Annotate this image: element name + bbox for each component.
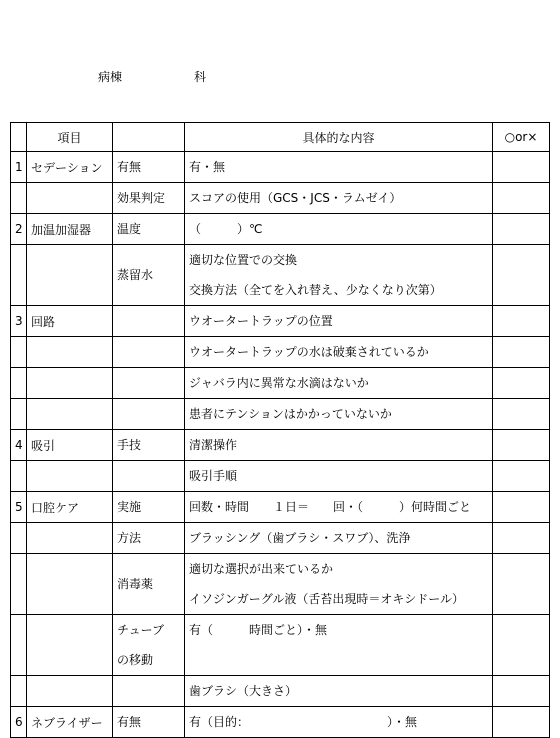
table-header-row bbox=[11, 123, 550, 152]
row-subitem bbox=[113, 430, 185, 461]
detail-line: 適切な選択が出来ているか bbox=[189, 562, 334, 576]
department-label: 科 bbox=[194, 70, 207, 84]
detail-line bbox=[189, 645, 488, 675]
row-item: ネブライザー bbox=[27, 707, 113, 738]
subitem-line bbox=[117, 399, 180, 429]
row-item bbox=[27, 368, 113, 399]
check-cell[interactable] bbox=[493, 707, 550, 738]
check-cell[interactable] bbox=[493, 615, 550, 676]
row-detail bbox=[185, 368, 493, 399]
row-subitem bbox=[113, 399, 185, 430]
header-item: 項目 bbox=[27, 123, 113, 152]
check-cell[interactable] bbox=[493, 306, 550, 337]
row-subitem bbox=[113, 306, 185, 337]
check-cell[interactable] bbox=[493, 523, 550, 554]
check-cell[interactable] bbox=[493, 676, 550, 707]
subitem-line bbox=[117, 368, 180, 398]
row-item bbox=[27, 399, 113, 430]
row-item bbox=[27, 337, 113, 368]
row-subitem bbox=[113, 554, 185, 615]
row-detail bbox=[185, 554, 493, 615]
row-detail bbox=[185, 461, 493, 492]
header-detail: 具体的な内容 bbox=[185, 123, 493, 152]
subitem-line: の移動 bbox=[117, 653, 154, 667]
row-item bbox=[27, 461, 113, 492]
ward-label: 病棟 bbox=[98, 70, 123, 84]
subitem-line bbox=[117, 461, 180, 491]
detail-line: ブラッシング（歯ブラシ・スワブ）、洗浄 bbox=[189, 531, 411, 545]
row-number: 4 bbox=[11, 430, 27, 461]
detail-line: （ ）℃ bbox=[189, 222, 263, 236]
row-item: 口腔ケア bbox=[27, 492, 113, 523]
detail-line: ジャバラ内に異常な水滴はないか bbox=[189, 376, 369, 390]
table-row bbox=[11, 615, 550, 676]
row-subitem bbox=[113, 615, 185, 676]
check-cell[interactable] bbox=[493, 337, 550, 368]
detail-line: 歯ブラシ（大きさ） bbox=[189, 684, 298, 698]
row-detail bbox=[185, 152, 493, 183]
table-row bbox=[11, 461, 550, 492]
row-item bbox=[27, 676, 113, 707]
table-body bbox=[11, 152, 550, 738]
check-cell[interactable] bbox=[493, 214, 550, 245]
subitem-line: チューブ bbox=[117, 623, 165, 637]
row-number bbox=[11, 337, 27, 368]
detail-line: 有（ 時間ごと）・無 bbox=[189, 623, 328, 637]
detail-line: 適切な位置での交換 bbox=[189, 253, 298, 267]
subitem-line: 方法 bbox=[117, 531, 142, 545]
row-item bbox=[27, 245, 113, 306]
check-cell[interactable] bbox=[493, 430, 550, 461]
row-subitem bbox=[113, 245, 185, 306]
detail-line: 吸引手順 bbox=[189, 469, 238, 483]
row-subitem bbox=[113, 707, 185, 738]
detail-line: イソジンガーグル液（舌苔出現時＝オキシドール） bbox=[189, 592, 464, 606]
subitem-line: 有無 bbox=[117, 160, 142, 174]
row-subitem bbox=[113, 152, 185, 183]
row-item: 加温加湿器 bbox=[27, 214, 113, 245]
row-subitem bbox=[113, 214, 185, 245]
table-row bbox=[11, 523, 550, 554]
check-cell[interactable] bbox=[493, 399, 550, 430]
row-detail bbox=[185, 707, 493, 738]
subitem-line: 手技 bbox=[117, 438, 142, 452]
table-row bbox=[11, 183, 550, 214]
detail-line: 清潔操作 bbox=[189, 438, 238, 452]
header-no bbox=[11, 123, 27, 152]
row-number: 2 bbox=[11, 214, 27, 245]
row-detail bbox=[185, 214, 493, 245]
row-detail bbox=[185, 523, 493, 554]
detail-line: ウオータートラップの水は破棄されているか bbox=[189, 345, 429, 359]
row-item: セデーション bbox=[27, 152, 113, 183]
row-number bbox=[11, 183, 27, 214]
row-detail bbox=[185, 306, 493, 337]
checklist-table bbox=[10, 122, 550, 738]
row-detail bbox=[185, 615, 493, 676]
header-check: ○or× bbox=[493, 123, 550, 152]
subitem-line bbox=[117, 306, 180, 336]
row-number: 1 bbox=[11, 152, 27, 183]
table-row bbox=[11, 430, 550, 461]
row-number: 3 bbox=[11, 306, 27, 337]
detail-line: 交換方法（全てを入れ替え、少なくなり次第） bbox=[189, 283, 442, 297]
table-row bbox=[11, 676, 550, 707]
subitem-line: 消毒薬 bbox=[117, 577, 154, 591]
detail-line: 有・無 bbox=[189, 160, 226, 174]
row-subitem bbox=[113, 368, 185, 399]
table-row bbox=[11, 492, 550, 523]
subitem-line: 効果判定 bbox=[117, 191, 166, 205]
table-row bbox=[11, 306, 550, 337]
detail-line: 有（目的： ）・無 bbox=[189, 715, 418, 729]
row-detail bbox=[185, 337, 493, 368]
form-header bbox=[98, 68, 206, 85]
subitem-line bbox=[117, 337, 180, 367]
row-subitem bbox=[113, 523, 185, 554]
subitem-line bbox=[117, 676, 180, 706]
row-number bbox=[11, 615, 27, 676]
row-number bbox=[11, 399, 27, 430]
row-subitem bbox=[113, 183, 185, 214]
subitem-line: 有無 bbox=[117, 715, 142, 729]
table-row bbox=[11, 152, 550, 183]
check-cell[interactable] bbox=[493, 152, 550, 183]
detail-line: 患者にテンションはかかっていないか bbox=[189, 407, 392, 421]
check-cell[interactable] bbox=[493, 183, 550, 214]
row-number bbox=[11, 554, 27, 615]
row-detail bbox=[185, 676, 493, 707]
row-item bbox=[27, 183, 113, 214]
row-subitem bbox=[113, 337, 185, 368]
check-cell[interactable] bbox=[493, 492, 550, 523]
row-item: 回路 bbox=[27, 306, 113, 337]
table-row bbox=[11, 214, 550, 245]
table-row bbox=[11, 707, 550, 738]
check-cell[interactable] bbox=[493, 554, 550, 615]
subitem-line: 温度 bbox=[117, 222, 142, 236]
row-item bbox=[27, 615, 113, 676]
row-number bbox=[11, 245, 27, 306]
detail-line: スコアの使用（GCS・JCS・ラムゼイ） bbox=[189, 191, 402, 205]
detail-line: ウオータートラップの位置 bbox=[189, 314, 333, 328]
row-subitem bbox=[113, 676, 185, 707]
row-number: 5 bbox=[11, 492, 27, 523]
row-number bbox=[11, 676, 27, 707]
row-number bbox=[11, 523, 27, 554]
table-row bbox=[11, 337, 550, 368]
row-item bbox=[27, 523, 113, 554]
row-item: 吸引 bbox=[27, 430, 113, 461]
table-row bbox=[11, 399, 550, 430]
header-sub bbox=[113, 123, 185, 152]
row-item bbox=[27, 554, 113, 615]
subitem-line: 実施 bbox=[117, 500, 142, 514]
row-number: 6 bbox=[11, 707, 27, 738]
subitem-line: 蒸留水 bbox=[117, 268, 154, 282]
check-cell[interactable] bbox=[493, 245, 550, 306]
row-number bbox=[11, 461, 27, 492]
row-subitem bbox=[113, 492, 185, 523]
table-row bbox=[11, 554, 550, 615]
row-number bbox=[11, 368, 27, 399]
row-detail bbox=[185, 399, 493, 430]
row-detail bbox=[185, 430, 493, 461]
table-row bbox=[11, 245, 550, 306]
check-cell[interactable] bbox=[493, 461, 550, 492]
row-subitem bbox=[113, 461, 185, 492]
table-row bbox=[11, 368, 550, 399]
detail-line: 回数・時間 １日＝ 回・（ ）何時間ごと bbox=[189, 500, 472, 514]
row-detail bbox=[185, 245, 493, 306]
row-detail bbox=[185, 492, 493, 523]
check-cell[interactable] bbox=[493, 368, 550, 399]
row-detail bbox=[185, 183, 493, 214]
